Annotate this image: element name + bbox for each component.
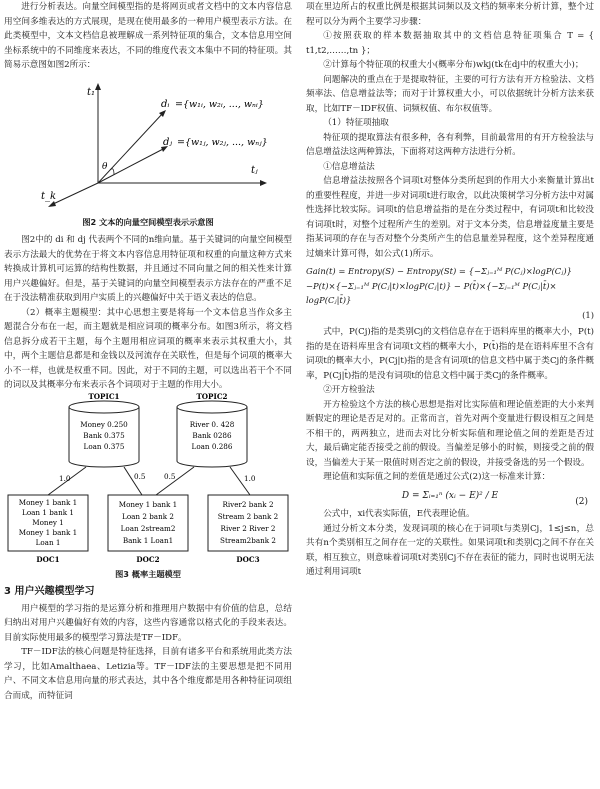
topic2-line: River 0. 428 [189,419,235,429]
topic2-title: TOPIC2 [196,392,228,401]
figure-2-vector-space-diagram [13,73,283,213]
paragraph: ①按照获取的样本数据抽取其中的文档信息特征项集合 T = { t1,t2,……,tn }； [306,31,594,56]
doc2-line: Loan 2stream2 [120,523,176,533]
vector-di-components: ={w₁ᵢ, w₂ᵢ, ..., wₙᵢ} [175,98,264,110]
figure-3-topic-model [4,393,292,565]
paragraph: 开方检验这个方法的核心思想是指对比实际值和理论值差距的大小来判断假定的理论是否足对的。正常而言，首先对两个变量进行假设相互之间是不相干的，两两独立，进而去对比分析实际值和理论值之间的差距是否过大，最后确定能否接受之前的假设。当偏差足够小的时候，则接受之前的假设，当偏差大于某一限值时则否定之前的假设，并接受备选的另一个假设。 [306,399,594,468]
topic1-line: Bank 0.375 [83,430,125,440]
doc1-line: Money 1 bank 1 [18,497,78,507]
topic1-title: TOPIC1 [88,392,120,401]
doc2-line: Money 1 bank 1 [118,499,178,509]
paragraph: 问题解决的重点在于是提取特征，主要的可行方法有开方检验法、文档频率法、信息增益法等；而对于计算权重大小，可以依据统计分析方法来获取，比如TF－IDF权值、词频权值、布尔权值等。 [306,74,594,114]
paragraph: 用户模型的学习指的是运算分析和推理用户数据中有价值的信息，总结归纳出对用户兴趣偏好有效的内容，这些内容通常以格式化的手段来表达。目前实际使用最多的模型学习算法是TF－IDF。 [4,603,292,643]
subheading: ①信息增益法 [323,161,375,172]
paragraph: 进行分析表达。向量空间模型指的是将网页或者文档中的文本内容信息用空间多维表达的方式展现，是现在使用最多的一种用户模型表示方法。在此类模型中，文本文档信息被理解成一系列特征项的集合，文本信息用空间坐标系统中的不同维度来表达，不同的维度代表文本集中不同的特征项。其简易示意图如图2所示： [4,2,292,70]
section-heading: 3 用户兴趣模型学习 [4,586,95,597]
doc3-line: River 2 River 2 [220,523,276,533]
doc1-line: Money 1 [32,517,64,527]
vector-di-label: dᵢ [161,98,170,110]
doc3-line: Stream2bank 2 [220,535,276,545]
paragraph: （2）概率主题模型：其中心思想主要是将每一个文本信息当作众多主题混合分布在一起，而主题就是相应词项的概率分布。如图3所示，将文档信息拆分成若干主题，每个主题用相应词项的概率来表示其权重大小，其中，两个主题信息都是和金钱以及河流存在关联性，但是每个词项的概率大小不一样，也就是权重不同。因此，对于不同的主题，可以选出若干个不同的词以及其概率分布来表示各个词项对于主题的作用大小。 [4,307,292,390]
paragraph: ②计算每个特征项的权重大小(概率分布)wkj(tk在dj中的权重大小)； [323,60,584,70]
edge-weight: 0.5 [134,471,146,481]
equation-2-body: D = Σᵢ₌₁ⁿ (xᵢ − E)² / E [401,490,499,501]
figure-2-caption: 图2 文本的向量空间模型表示示意图 [82,216,214,227]
doc2-line: Bank 1 Loan1 [122,535,174,545]
vector-dj-components: ={w₁ⱼ, w₂ⱼ, ..., wₙⱼ} [177,136,268,148]
right-column [306,0,594,580]
topic1-line: Loan 0.375 [83,441,125,451]
edge-weight: 1.0 [59,473,71,483]
vector-dj-label: dⱼ [163,136,173,148]
equation-1-line: logP(Cⱼ|t̄)} [306,295,352,305]
equation-1-line: −P(t)×{−Σⱼ₌₁ᴹ P(Cⱼ|t)×logP(Cⱼ|t)} − P(t̄)×{−Σⱼ₌₁ᴹ P(Cⱼ|t̄)× [306,280,557,291]
subheading: ②开方检验法 [323,385,375,395]
paragraph: 理论值和实际值之间的差值是通过公式(2)这一标准来计算： [323,472,551,482]
equation-1-number: (1) [582,309,594,320]
paragraph: 式中，P(Cj)指的是类别Cj的文档信息存在于语料库里的概率大小，P(t)指的是在语料库里含有词项t文档的概率大小，P(t̄)指的是在语料库里不含有词项t的概率大小，P(Cj|t)指的是含有词项t的信息文档中属于类Cj的条件概率，P(Cj|t̄)指的是没有词项t的信息文档中属于类Cj的条件概率。 [306,327,594,381]
paragraph: 项在里边所占的权重比例是根据其词频以及文档的频率来分析计算，整个过程可以分为两个主要学习步骤： [306,2,594,27]
doc1-title: DOC1 [36,554,60,564]
doc3-line: Stream 2 bank 2 [217,511,279,521]
equation-1-line: Gain(t) = Entropy(S) − Entropy(St) = {−Σⱼ₌₁ᴹ P(Cⱼ)×logP(Cⱼ)} [306,266,572,276]
topic2-line: Bank 0286 [192,430,232,440]
paragraph: 图2中的 di 和 dj 代表两个不同的n维向量。基于关键词的向量空间模型表示方法最大的优势在于将文本内容信息用特征项和权重的向量这种方式来转换成计算机可运算的结构性数据，并且通过不同向量之间的相关性来计算用户兴趣偏好。但是，基于关键词的向量空间模型表示方法存在的严重不足在于没法精准获取到用户实质上的兴趣偏好中关于语义表达的信息。 [4,235,292,303]
doc1-line: Loan 1 [35,537,61,547]
paragraph: TF－IDF法的核心问题是特征选择，目前有诸多平台和系统用此类方法学习，比如Amalthaea、Letizia等。TF－IDF法的主要思想是把不同用户、不同文本信息用向量的形式表达，其中各个维度都是用各种特征词项组合而成，而特征词 [4,647,292,701]
doc3-line: River2 bank 2 [222,499,274,509]
equation-2-number: (2) [575,496,588,507]
doc1-line: Loan 1 bank 1 [22,507,74,517]
left-column [4,0,292,703]
doc2-title: DOC2 [136,554,160,564]
doc2-line: Loan 2 bank 2 [122,511,174,521]
paragraph: 通过分析文本分类，发现词项的核心在于词项t与类别Cj，1≤j≤n，总共有n个类别相互之间存在一定的关联性。如果词项t和类别Cj之间不存在关联，相互独立，则意味着词项t对类别Cj不存在表征的能力，同时也说明无法通过利用词项t [306,523,594,577]
doc1-line: Money 1 bank 1 [18,527,78,537]
subheading: （1）特征项抽取 [323,118,389,128]
figure-3-caption: 图3 概率主题模型 [115,568,181,579]
axis-y-label: t₁ [87,86,96,98]
equation-2 [306,489,594,507]
angle-label: θ [102,161,108,172]
paragraph: 信息增益法按照各个词项t对整体分类所起到的作用大小来衡量计算出t的重要性程度，并进一步对词项t进行取舍，以此决策树学习分析方法中对属性选择比较实际。词项t的信息增益指的是在分类过程中，有词项t和比较没有词项t时，对整个过程所产生的差别。对于文本分类，信息增益度量主要是指某词项的存在与否对整个分类所产生的信息量差异程度，这个差异程度通过熵来计算可得，如公式(1)所示。 [306,176,594,259]
edge-weight: 0.5 [164,471,176,481]
axis-x-label: tⱼ [251,164,258,176]
paragraph: 特征项的提取算法有很多种，各有利弊，目前最常用的有开方检验法与信息增益法这两种算法，下面将对这两种方法进行分析。 [306,132,594,157]
paragraph: 公式中，xi代表实际值，E代表理论值。 [323,509,475,519]
axis-z-label: t_k [41,190,57,202]
topic2-line: Loan 0.286 [191,441,233,451]
topic1-line: Money 0.250 [80,419,128,429]
doc3-title: DOC3 [236,554,260,564]
edge-weight: 1.0 [244,473,256,483]
